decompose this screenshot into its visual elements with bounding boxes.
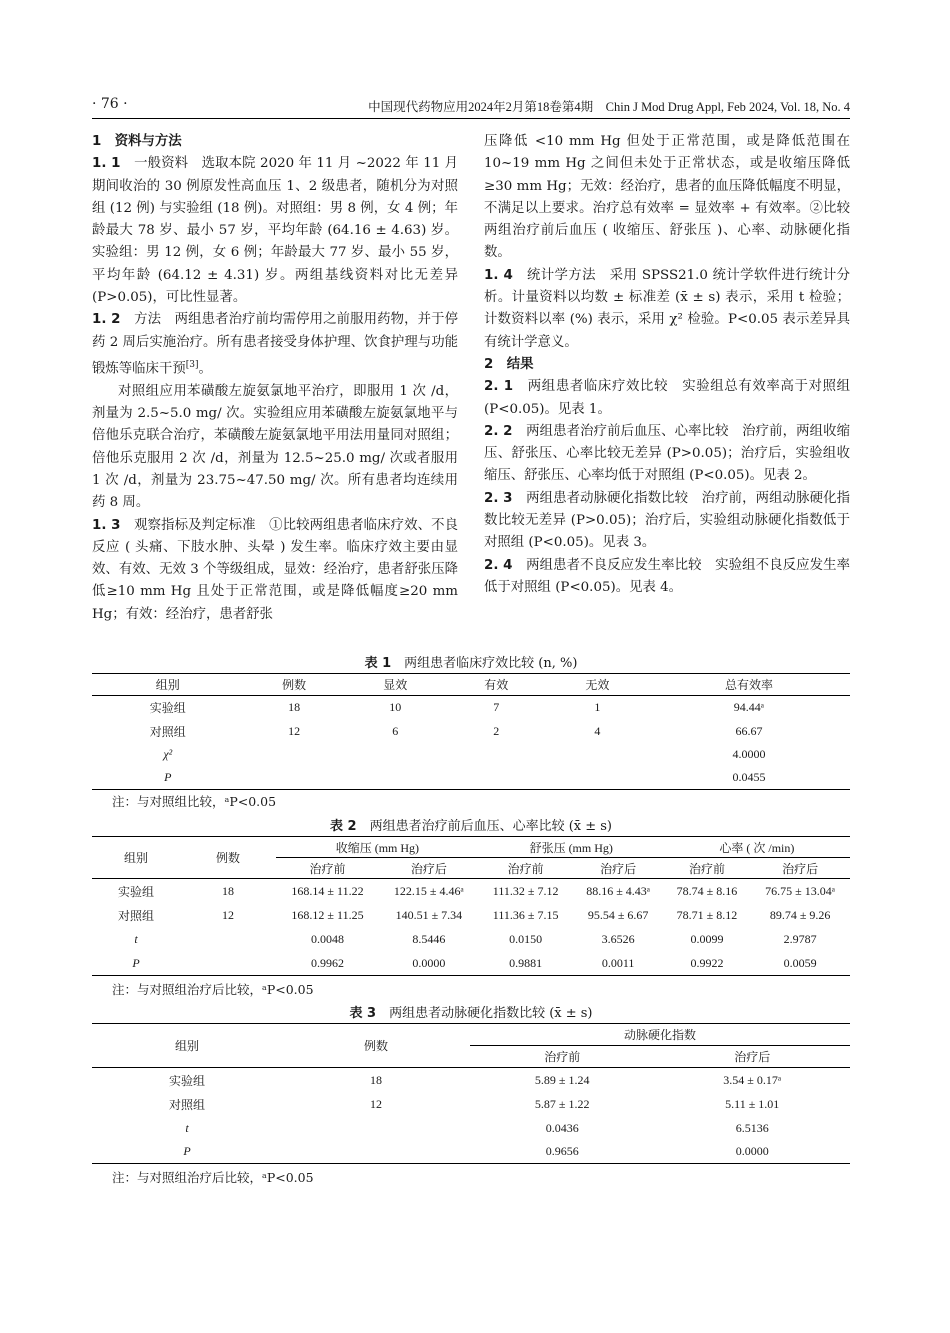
table-cell: 5.11 ± 1.01 (725, 1097, 780, 1111)
table-cell (446, 743, 547, 766)
table-cell (547, 766, 648, 790)
paragraph-text: 实验组总有效率高于对照组 (P<0.05)。见表 1。 (484, 379, 851, 417)
table2-note: 注：与对照组治疗后比较，ᵃP<0.05 (112, 982, 314, 997)
table-header: 治疗前 (544, 1050, 581, 1064)
table-header: 治疗后 (734, 1050, 771, 1064)
table-cell (180, 952, 276, 976)
table-cell: 89.74 ± 9.26 (769, 908, 831, 922)
table-title: 两组患者治疗前后血压、心率比较 (x̄ ± s) (356, 819, 612, 834)
section-number: 1. 2 (92, 312, 121, 328)
table-row (92, 766, 850, 790)
table-cell: 18 (370, 1072, 382, 1087)
paragraph-text: 治疗前，两组收缩压、舒张压、心率比较无差异 (P>0.05)；治疗后，实验组收缩压、舒张压、心率均低于对照组 (P<0.05)。见表 2。 (484, 423, 850, 484)
paragraph-text: 两组患者治疗前均需停用之前服用药物，并于停药 2 周后实施治疗。所有患者接受身体护理、饮食护理与功能锻炼等临床干预 (92, 312, 458, 377)
table-cell: 111.32 ± 7.12 (492, 883, 559, 898)
table-header: 动脉硬化指数 (470, 1024, 850, 1046)
table-cell: P (132, 955, 140, 970)
table-header: 治疗后 (782, 861, 819, 876)
table-row (92, 928, 850, 952)
table-cell (180, 928, 276, 952)
table-cell: 3.6526 (601, 932, 635, 946)
table-header: 组别 (155, 678, 180, 692)
paragraph-indicators-continued: 压降低 <10 mm Hg 但处于正常范围，或是降低范围在 10~19 mm Hg 之间但未处于正常状态，或是收缩压降低≥30 mm Hg；无效：经治疗，患者的血压降低幅度不明显，不满足以上要求。治疗总有效率 = 显效率 + 有效率。②比较两组治疗前后血压 ( 收缩压、舒张压 )、心率、动脉硬化指数。 (484, 134, 850, 261)
table-title: 两组患者动脉硬化指数比较 (x̄ ± s) (376, 1006, 593, 1021)
table-cell: 12 (370, 1097, 382, 1111)
table-header: 例数 (282, 1024, 470, 1068)
table-cell: 78.74 ± 8.16 (676, 883, 738, 898)
paragraph-methods (92, 309, 458, 380)
table-cell: t (185, 1120, 189, 1135)
table-cell: 66.67 (735, 723, 763, 738)
table-header: 总有效率 (724, 678, 773, 692)
table-cell: 4.0000 (732, 746, 766, 761)
table-cell: 2.9787 (783, 932, 817, 946)
table-cell: 0.0011 (601, 955, 635, 970)
paragraph-statistics (484, 265, 850, 354)
table-cell (345, 766, 446, 790)
paragraph-general-info (92, 153, 458, 309)
table-cell: 94.44ᵃ (733, 700, 765, 715)
page-number: · 76 · (92, 96, 128, 112)
table-header: 组别 (92, 837, 180, 879)
table-header: 显效 (383, 678, 408, 692)
table-header: 舒张压 (mm Hg) (479, 837, 664, 858)
table-header: 例数 (282, 678, 307, 692)
paragraph-text: 实验组不良反应发生率低于对照组 (P<0.05)。见表 4。 (484, 557, 850, 595)
table-cell (547, 743, 648, 766)
table-cell: P (164, 769, 172, 784)
table-title: 两组患者临床疗效比较 (n, %) (391, 656, 578, 671)
subsection-heading: 两组患者治疗前后血压、心率比较 (512, 423, 743, 439)
table3-caption (92, 1002, 850, 1021)
table-header: 收缩压 (mm Hg) (276, 837, 479, 858)
table-cell: 18 (222, 883, 234, 898)
table-cell: 88.16 ± 4.43ᵃ (586, 883, 651, 898)
table-cell: 95.54 ± 6.67 (587, 908, 649, 922)
reference-marker: [3] (185, 359, 199, 370)
table-label: 表 2 (329, 819, 357, 834)
paragraph-text: 治疗前，两组动脉硬化指数比较无差异 (P>0.05)；治疗后，实验组动脉硬化指数低于对照组 (P<0.05)。见表 3。 (484, 490, 850, 551)
table-cell (282, 1140, 470, 1164)
table3-arterial (92, 1023, 850, 1164)
table-cell: 12 (288, 723, 301, 738)
table-cell: 对照组 (149, 724, 186, 739)
table-cell: 122.15 ± 4.46ᵃ (393, 883, 464, 898)
table-cell: 6.5136 (735, 1120, 769, 1135)
table-header: 治疗后 (410, 861, 447, 876)
table-cell: 0.0000 (735, 1143, 769, 1158)
table-cell: 3.54 ± 0.17ᵃ (723, 1072, 782, 1087)
paragraph-treatment: 对照组应用苯磺酸左旋氨氯地平治疗，即服用 1 次 /d，剂量为 2.5~5.0 mg/ 次。实验组应用苯磺酸左旋氨氯地平与倍他乐克联合治疗，苯磺酸左旋氨氯地平用法用量同对照组；倍他乐克服用 2 次 /d，剂量为 12.5~25.0 mg/ 次或者服用 1 次 /d，剂量为 23.75~47.50 mg/ 次。所有患者均连续用药 8 周。 (92, 383, 458, 511)
punctuation: 。 (198, 361, 212, 377)
table-cell: 0.0059 (783, 955, 817, 970)
table1-efficacy (92, 673, 850, 790)
table-cell: 0.0150 (509, 932, 543, 946)
table-cell (244, 766, 345, 790)
table-cell: 0.0455 (732, 769, 766, 784)
table-cell: 对照组 (168, 1098, 205, 1112)
table-header: 治疗后 (600, 861, 637, 876)
running-header (92, 96, 850, 119)
table-cell: 1 (594, 700, 601, 715)
table-row (92, 952, 850, 976)
paragraph-text: ①比较两组患者临床疗效、不良反应 ( 头痛、下肢水肿、头晕 ) 发生率。临床疗效主要由显效、有效、无效 3 个等级组成，显效：经治疗，患者舒张压降低≥10 mm Hg 且处于正常范围，或是降低幅度≥20 mm Hg；有效：经治疗，患者舒张 (92, 517, 458, 622)
section-number: 1. 4 (484, 267, 513, 283)
section-number: 1. 1 (92, 156, 121, 172)
paragraph-result-adverse (484, 555, 850, 600)
table-header: 心率 ( 次 /min) (664, 837, 850, 858)
table-cell (345, 743, 446, 766)
paragraph-result-arterial (484, 488, 850, 555)
table-header: 有效 (484, 678, 509, 692)
paragraph-result-bp (484, 421, 850, 488)
table1-caption (92, 652, 850, 671)
table-cell: P (183, 1143, 191, 1158)
table-cell: 0.9922 (690, 955, 724, 970)
table-header-row (92, 1024, 850, 1046)
subsection-heading: 两组患者临床疗效比较 (513, 379, 683, 395)
subsection-heading: 方法 (120, 312, 175, 328)
table-cell: 18 (288, 700, 301, 715)
table-cell: 5.89 ± 1.24 (534, 1072, 590, 1087)
table-cell: 12 (222, 908, 234, 922)
table-row (92, 904, 850, 928)
table-row (92, 743, 850, 766)
table-row (92, 1093, 850, 1117)
table-row (92, 1117, 850, 1140)
table-header: 组别 (92, 1024, 282, 1068)
section-number: 2. 2 (484, 423, 513, 439)
table-cell: 78.71 ± 8.12 (676, 908, 738, 922)
table-cell (282, 1117, 470, 1140)
table-cell (244, 743, 345, 766)
table-row (92, 720, 850, 743)
section-number: 1. 3 (92, 517, 121, 533)
table-header: 治疗前 (688, 861, 725, 876)
section-number: 2. 1 (484, 379, 514, 395)
table-row (92, 1068, 850, 1093)
section-title-results: 2 结果 (484, 356, 534, 372)
table2-bp-hr (92, 836, 850, 976)
table-label: 表 1 (364, 656, 392, 671)
table-cell: 168.12 ± 11.25 (291, 908, 364, 922)
journal-info: 中国现代药物应用2024年2月第18卷第4期 Chin J Mod Drug Appl, Feb 2024, Vol. 18, No. 4 (368, 100, 850, 114)
table3-note: 注：与对照组治疗后比较，ᵃP<0.05 (112, 1170, 314, 1185)
table-cell: 2 (493, 723, 500, 738)
section-number: 2. 4 (484, 557, 513, 573)
table-row (92, 879, 850, 904)
table-header-row (92, 674, 850, 696)
table-cell: 6 (392, 723, 399, 738)
table-cell: 实验组 (117, 884, 154, 899)
table2-caption (92, 815, 850, 834)
right-column (484, 131, 850, 599)
paragraph-indicators (92, 515, 458, 626)
table-cell: 0.0099 (690, 932, 724, 946)
table-cell: 实验组 (149, 701, 186, 716)
table1-note: 注：与对照组比较，ᵃP<0.05 (112, 794, 277, 809)
table-cell: t (134, 932, 138, 946)
left-column (92, 131, 458, 626)
paragraph-result-efficacy (484, 376, 850, 421)
table-cell: 0.0000 (412, 955, 446, 970)
table-cell: 10 (389, 700, 402, 715)
subsection-heading: 观察指标及判定标准 (120, 517, 270, 533)
table-row (92, 696, 850, 720)
table-cell: 111.36 ± 7.15 (492, 908, 559, 922)
table-row (92, 1140, 850, 1164)
section-number: 2. 3 (484, 490, 513, 506)
table-header: 例数 (180, 837, 276, 879)
table-label: 表 3 (349, 1006, 377, 1021)
subsection-heading: 两组患者不良反应发生率比较 (512, 557, 716, 573)
table-cell: 0.9881 (509, 955, 543, 970)
paragraph-text: 采用 SPSS21.0 统计学软件进行统计分析。计量资料以均数 ± 标准差 (x̄ ± s) 表示，采用 t 检验；计数资料以率 (%) 表示，采用 χ² 检验。P<0.05 表示差异具有统计学意义。 (484, 267, 851, 350)
table-header: 治疗前 (309, 861, 346, 876)
table-cell: 对照组 (117, 909, 154, 923)
subsection-heading: 两组患者动脉硬化指数比较 (512, 490, 702, 506)
table-cell: 8.5446 (412, 932, 446, 946)
table-cell: 0.0048 (310, 932, 344, 946)
table-cell: 0.9656 (545, 1143, 579, 1158)
table-cell: 4 (594, 723, 601, 738)
table-header: 治疗前 (507, 861, 544, 876)
table-cell: 0.0436 (545, 1120, 579, 1135)
subsection-heading: 统计学方法 (512, 267, 610, 283)
table-cell: 0.9962 (310, 955, 344, 970)
table-cell: χ² (163, 746, 173, 761)
table-cell: 实验组 (168, 1073, 205, 1088)
table-cell: 7 (493, 700, 500, 715)
table-cell: 168.14 ± 11.22 (291, 883, 364, 898)
section-title-methods: 1 资料与方法 (92, 134, 182, 149)
table-cell: 76.75 ± 13.04ᵃ (765, 883, 836, 898)
table-header-row (92, 837, 850, 858)
subsection-heading: 一般资料 (120, 156, 202, 172)
table-cell: 5.87 ± 1.22 (534, 1097, 590, 1111)
table-cell (446, 766, 547, 790)
table-cell: 140.51 ± 7.34 (395, 908, 463, 922)
paragraph-text: 选取本院 2020 年 11 月 ~2022 年 11 月期间收治的 30 例原发性高血压 1、2 级患者，随机分为对照组 (12 例) 与实验组 (18 例)。对照组：男 8 例，女 4 例；年龄最大 78 岁、最小 57 岁，平均年龄 (64.16 ± 4.63) 岁。实验组：男 12 例，女 6 例；年龄最大 77 岁、最小 55 岁，平均年龄 (64.12 ± 4.31) 岁。两组基线资料对比无差异 (P>0.05)，可比性显著。 (92, 156, 458, 306)
table-header: 无效 (585, 678, 610, 692)
